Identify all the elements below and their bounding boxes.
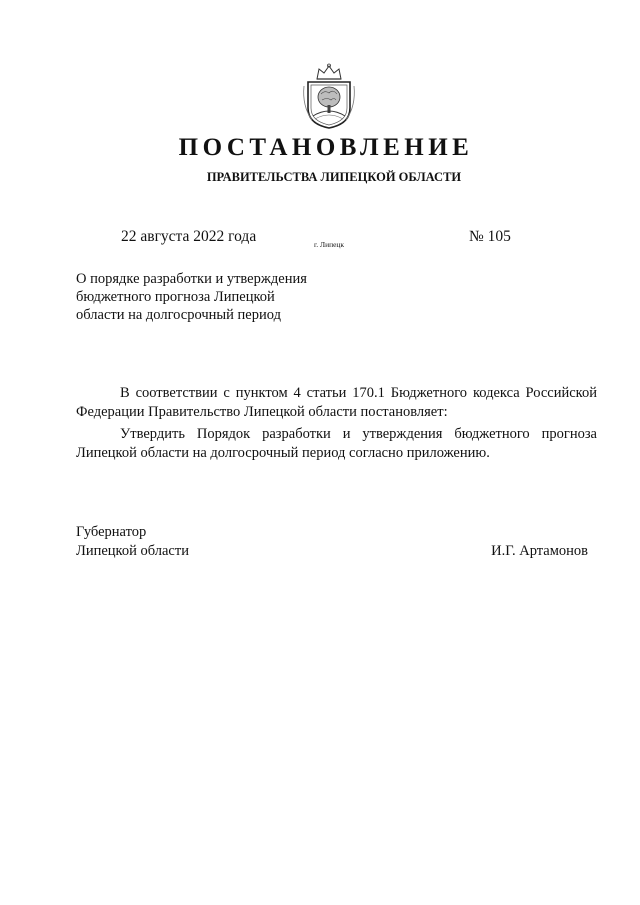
body-paragraph-basis [76, 384, 597, 422]
subject-line: бюджетного прогноза Липецкой [76, 289, 275, 305]
signature-name: И.Г. Артамонов [491, 543, 588, 559]
lipetsk-coat-of-arms-icon [300, 62, 358, 130]
document-city: г. Липецк [314, 240, 345, 249]
subject-line: области на долгосрочный период [76, 307, 281, 323]
document-subject [76, 270, 336, 324]
document-date: 22 августа 2022 года [121, 228, 257, 245]
document-number: № 105 [469, 228, 511, 245]
subject-line: О порядке разработки и утверждения [76, 271, 307, 287]
signature-position-line: Губернатор [76, 524, 147, 540]
paragraph-text: Утвердить Порядок разработки и утверждения бюджетного прогноза Липецкой области на долгосрочный период согласно приложению. [76, 426, 597, 461]
body-paragraph-resolution [76, 425, 597, 463]
signature-position [76, 523, 189, 561]
paragraph-text: В соответствии с пунктом 4 статьи 170.1 Бюджетного кодекса Российской Федерации Правительство Липецкой области постановляет: [76, 385, 597, 420]
signature-position-line: Липецкой области [76, 543, 189, 559]
document-subtitle: ПРАВИТЕЛЬСТВА ЛИПЕЦКОЙ ОБЛАСТИ [206, 170, 462, 184]
document-title: ПОСТАНОВЛЕНИЕ [178, 134, 474, 161]
